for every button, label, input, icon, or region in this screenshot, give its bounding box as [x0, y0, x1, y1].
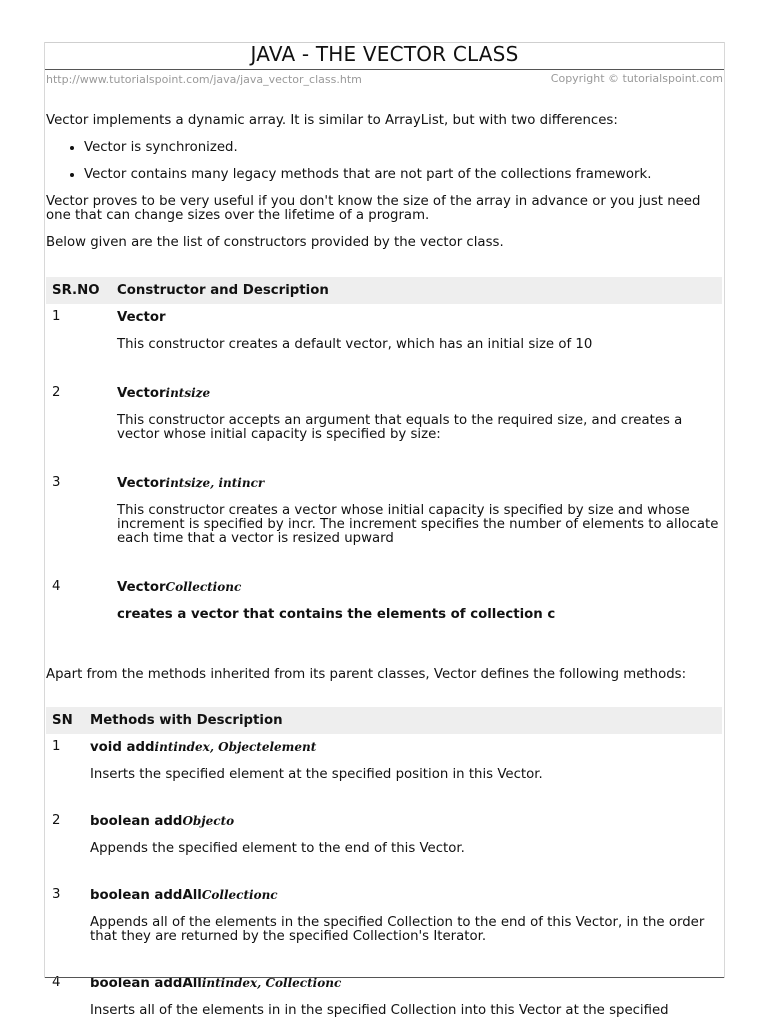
intro-paragraph: Vector implements a dynamic array. It is similar to ArrayList, but with two differences: — [46, 113, 618, 128]
constructors-intro: Below given are the list of constructors provided by the vector class. — [46, 235, 504, 250]
list-item: • Vector contains many legacy methods that are not part of the collections framework. — [84, 168, 722, 182]
row-content — [117, 380, 722, 470]
constructor-signature — [117, 476, 722, 491]
constructor-description: This constructor creates a default vector, which has an initial size of 10 — [117, 337, 593, 352]
method-signature — [90, 814, 722, 829]
constructor-description: This constructor accepts an argument that equals to the required size, and creates a vector whose initial capacity is specified by size: — [117, 413, 683, 442]
constructor-signature — [117, 580, 722, 595]
row-content — [90, 808, 722, 882]
differences-list — [46, 141, 722, 182]
method-params: intindex, Objectelement — [154, 740, 317, 754]
method-signature — [90, 740, 722, 755]
constructor-signature — [117, 310, 722, 325]
table-row — [46, 808, 722, 882]
method-name: boolean add — [90, 814, 183, 829]
column-header: SN — [46, 707, 90, 734]
constructor-description: This constructor creates a vector whose initial capacity is specified by size and whose increment is specified by incr. The increment specifies the number of elements to allocate each time that a vector is resized upward — [117, 503, 719, 546]
copyright-notice: Copyright © tutorialspoint.com — [550, 72, 723, 85]
row-number: 1 — [52, 309, 61, 324]
method-signature — [90, 888, 722, 903]
constructor-name: Vector — [117, 580, 166, 595]
constructor-name: Vector — [117, 310, 166, 325]
row-content — [117, 574, 722, 628]
row-content — [90, 882, 722, 970]
table-row — [46, 574, 722, 628]
list-item: • Vector is synchronized. — [84, 141, 722, 155]
bottom-rule — [45, 977, 724, 978]
methods-intro: Apart from the methods inherited from its parent classes, Vector defines the following methods: — [46, 667, 687, 682]
article-body — [46, 114, 722, 1024]
table-row — [46, 304, 722, 380]
row-content — [117, 470, 722, 574]
table-header-row — [46, 277, 722, 304]
table-row — [46, 380, 722, 470]
method-description: Appends all of the elements in the specified Collection to the end of this Vector, in the order that they are returned by the specified Collection's Iterator. — [90, 915, 705, 944]
usefulness-paragraph: Vector proves to be very useful if you don't know the size of the array in advance or you just need one that can change sizes over the lifetime of a program. — [46, 194, 701, 223]
table-row — [46, 970, 722, 1024]
column-header: Constructor and Description — [117, 277, 722, 304]
row-content — [117, 304, 722, 380]
table-header-row — [46, 707, 722, 734]
title-rule — [45, 69, 724, 70]
method-name: void add — [90, 740, 155, 755]
constructors-table — [46, 277, 722, 628]
method-description: Appends the specified element to the end of this Vector. — [90, 841, 465, 856]
row-number: 3 — [52, 475, 61, 490]
row-number: 3 — [52, 887, 61, 902]
row-content — [90, 734, 722, 808]
method-description: Inserts all of the elements in in the specified Collection into this Vector at the specified — [90, 1003, 669, 1018]
source-url-link[interactable]: http://www.tutorialspoint.com/java/java_vector_class.htm — [46, 73, 362, 86]
constructor-signature — [117, 386, 722, 401]
page-title: JAVA - THE VECTOR CLASS — [250, 42, 519, 66]
column-header: Methods with Description — [90, 707, 722, 734]
row-number: 1 — [52, 739, 61, 754]
constructor-name: Vector — [117, 476, 166, 491]
row-content — [90, 970, 722, 1024]
constructor-params: Collectionc — [165, 580, 242, 594]
method-description: Inserts the specified element at the specified position in this Vector. — [90, 767, 543, 782]
method-params: Collectionc — [201, 888, 278, 902]
constructor-name: Vector — [117, 386, 166, 401]
constructor-params: intsize — [165, 386, 211, 400]
method-name: boolean addAll — [90, 888, 202, 903]
row-number: 4 — [52, 975, 61, 990]
row-number: 2 — [52, 813, 61, 828]
table-row — [46, 734, 722, 808]
method-signature — [90, 976, 722, 991]
method-params: intindex, Collectionc — [201, 976, 342, 990]
constructor-description: creates a vector that contains the elements of collection c — [117, 607, 556, 622]
method-name: boolean addAll — [90, 976, 202, 991]
table-row — [46, 882, 722, 970]
table-row — [46, 470, 722, 574]
column-header: SR.NO — [46, 277, 117, 304]
constructor-params: intsize, intincr — [165, 476, 265, 490]
row-number: 2 — [52, 385, 61, 400]
page — [44, 42, 725, 1018]
row-number: 4 — [52, 579, 61, 594]
method-params: Objecto — [182, 814, 235, 828]
